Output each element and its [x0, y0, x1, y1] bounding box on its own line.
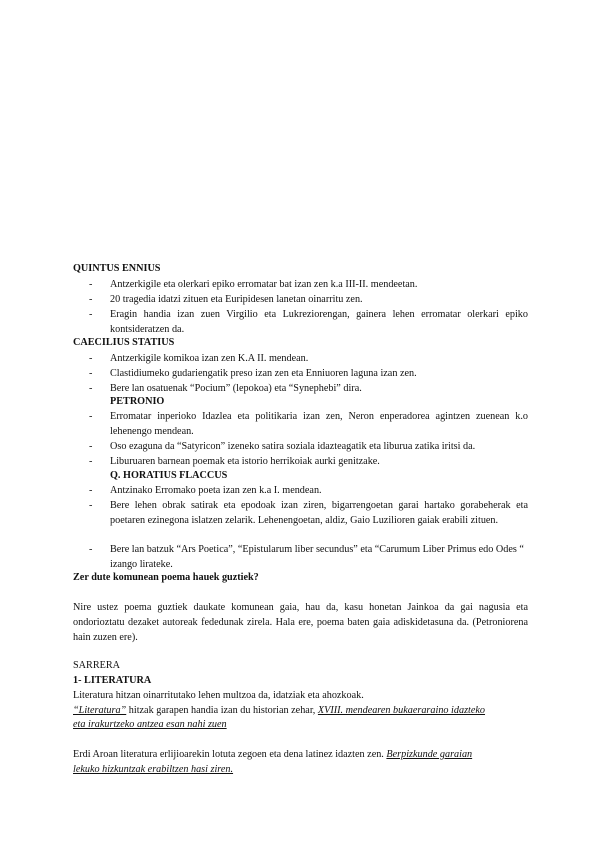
bullet-item: Oso ezaguna da “Satyricon” izeneko satira soziala idazteagatik eta liburua zatika iritsi da.	[110, 441, 476, 452]
literatura-line-4-underlined: Berpizkunde garaian	[386, 749, 473, 760]
literatura-line-5: lekuko hizkuntzak erabiltzen hasi ziren.	[73, 764, 234, 775]
heading-caecilius-statius: CAECILIUS STATIUS	[73, 337, 175, 348]
literatura-line-2-underlined: XVIII. mendearen bukaeraraino idazteko	[317, 705, 486, 716]
literatura-line-4	[73, 748, 472, 761]
bullet-marker: -	[89, 279, 93, 290]
bullet-item: Erromatar inperioko Idazlea eta politikaria izan zen, Neron enperadorea agintzen zuenean k.o lehenengo mendean.	[110, 411, 528, 437]
bullet-marker: -	[89, 500, 93, 511]
bullet-marker: -	[89, 411, 93, 422]
answer-paragraph: Nire ustez poema guztiek daukate komunean gaia, hau da, kasu honetan Jainkoa da gai nagusia eta ondorioztatu dezaket autoreak fededunak zirela. Hala ere, poema baten gaia adiskidetasuna da. (Petroniorena hain zuzen ere).	[73, 602, 528, 643]
question-heading: Zer dute komunean poema hauek guztiek?	[73, 572, 259, 583]
literatura-term: “Literatura”	[73, 705, 127, 716]
literatura-line-1: Literatura hitzan oinarritutako lehen multzoa da, idatziak eta ahozkoak.	[73, 690, 364, 701]
bullet-marker: -	[89, 368, 93, 379]
bullet-item: Antzinako Erromako poeta izan zen k.a I. mendean.	[110, 485, 322, 496]
bullet-marker: -	[89, 544, 93, 555]
bullet-item: Antzerkigile komikoa izan zen K.A II. mendean.	[110, 353, 309, 364]
bullet-marker: -	[89, 456, 93, 467]
heading-petronio: PETRONIO	[110, 396, 165, 407]
literatura-line-3: eta irakurtzeko antzea esan nahi zuen	[73, 719, 227, 730]
bullet-item: Bere lehen obrak satirak eta epodoak izan ziren, bigarrengoetan garai hartako gorabeherak eta poetaren ezinegona islatzen zelarik. Lehenengoetan, aldiz, Gaio Luzilioren gaiak erabili zituen.	[110, 500, 528, 526]
bullet-marker: -	[89, 441, 93, 452]
bullet-item: Antzerkigile eta olerkari epiko erromatar bat izan zen k.a III-II. mendeetan.	[110, 279, 418, 290]
bullet-marker: -	[89, 294, 93, 305]
heading-horatius-flaccus: Q. HORATIUS FLACCUS	[110, 470, 228, 481]
bullet-marker: -	[89, 353, 93, 364]
bullet-marker: -	[89, 383, 93, 394]
sarrera-title: SARRERA	[73, 660, 120, 671]
bullet-item: Liburuaren barnean poemak eta istorio herrikoiak aurki genitzake.	[110, 456, 380, 467]
literatura-line-4-text: Erdi Aroan literatura erlijioarekin lotuta zegoen eta dena latinez idazten zen.	[73, 749, 387, 760]
bullet-marker: -	[89, 309, 93, 320]
bullet-item: Eragin handia izan zuen Virgilio eta Lukreziorengan, gainera lehen erromatar olerkari epiko kontsideratzen da.	[110, 309, 528, 335]
bullet-item: Bere lan osatuenak “Pocium” (lepokoa) eta “Synephebi” dira.	[110, 383, 362, 394]
bullet-item: Bere lan batzuk “Ars Poetica”, “Epistularum liber secundus” eta “Carumum Liber Primus edo Odes “ izango lirateke.	[110, 544, 524, 570]
literatura-line-2	[73, 704, 485, 717]
literatura-line-2-text: hitzak garapen handia izan du historian zehar,	[126, 705, 318, 716]
section-literatura-heading: 1- LITERATURA	[73, 675, 152, 686]
bullet-marker: -	[89, 485, 93, 496]
bullet-item: Clastidiumeko gudariengatik preso izan zen eta Enniuoren laguna izan zen.	[110, 368, 417, 379]
bullet-item: 20 tragedia idatzi zituen eta Euripidesen lanetan oinarritu zen.	[110, 294, 363, 305]
heading-quintus-ennius: QUINTUS ENNIUS	[73, 263, 161, 274]
